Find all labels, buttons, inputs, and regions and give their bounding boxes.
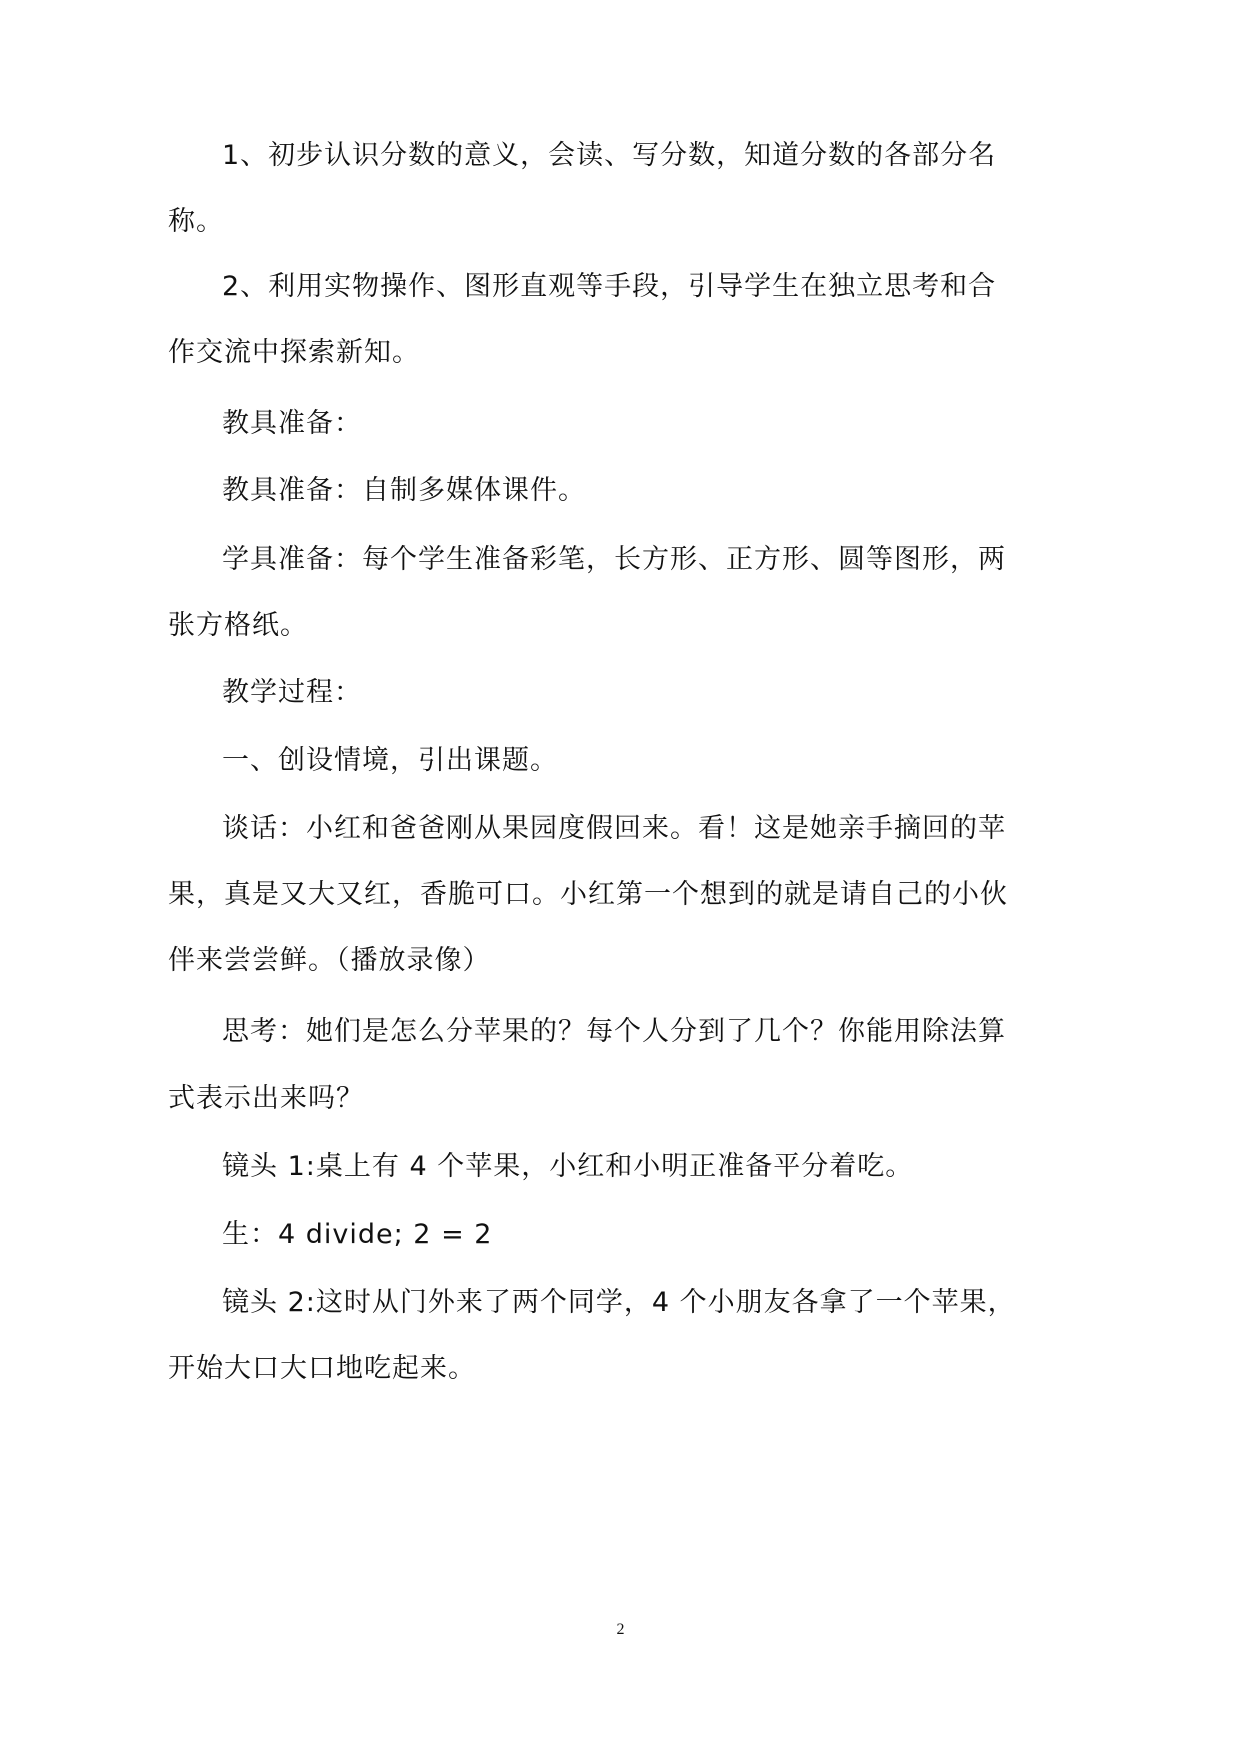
text-line: 作交流中探索新知。 — [168, 337, 420, 368]
text-line: 教具准备：自制多媒体课件。 — [222, 475, 586, 506]
text-line: 开始大口大口地吃起来。 — [168, 1353, 476, 1384]
text-line: 生：4 divide; 2 = 2 — [222, 1219, 493, 1250]
text-line: 1、初步认识分数的意义，会读、写分数，知道分数的各部分名 — [222, 140, 997, 171]
text-line: 教学过程： — [222, 677, 362, 708]
text-line: 式表示出来吗？ — [168, 1083, 364, 1114]
text-line: 称。 — [168, 206, 224, 237]
text-line: 张方格纸。 — [168, 610, 308, 641]
text-line: 2、利用实物操作、图形直观等手段，引导学生在独立思考和合 — [222, 271, 997, 302]
text-line: 谈话：小红和爸爸刚从果园度假回来。看！这是她亲手摘回的苹 — [222, 813, 1006, 844]
text-line: 学具准备：每个学生准备彩笔，长方形、正方形、圆等图形，两 — [222, 544, 1006, 575]
page-number: 2 — [616, 1621, 625, 1638]
text-line: 镜头 2:这时从门外来了两个同学，4 个小朋友各拿了一个苹果， — [222, 1287, 1016, 1318]
text-line: 思考：她们是怎么分苹果的？每个人分到了几个？你能用除法算 — [222, 1016, 1006, 1047]
text-line: 伴来尝尝鲜。（播放录像） — [168, 945, 491, 976]
text-line: 镜头 1:桌上有 4 个苹果，小红和小明正准备平分着吃。 — [222, 1151, 914, 1182]
text-line: 果，真是又大又红，香脆可口。小红第一个想到的就是请自己的小伙 — [168, 879, 1008, 910]
text-line: 教具准备： — [222, 408, 362, 439]
text-line: 一、创设情境，引出课题。 — [222, 745, 558, 776]
